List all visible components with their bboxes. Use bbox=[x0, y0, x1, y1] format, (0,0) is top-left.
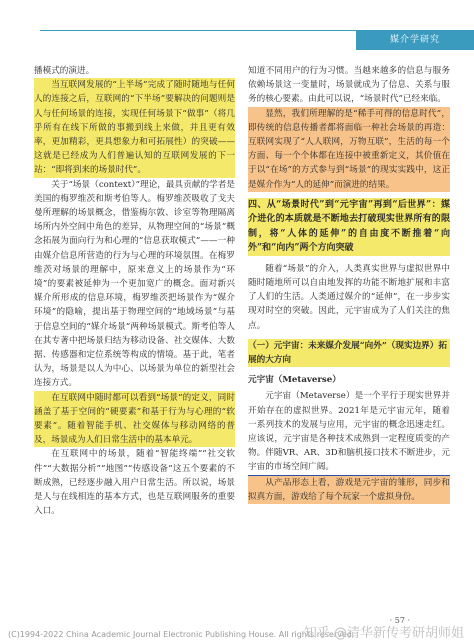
paragraph: 播模式的演进。 bbox=[34, 66, 95, 76]
journal-section-banner: 媒介学研究 bbox=[356, 30, 474, 50]
paragraph-underlined: 元宇宙（Metaverse）是一个平行于现实世界并开始存在的虚拟世界。2021年是元宇宙元年，随着一系列技术的发展与应用，元宇宙的概念迅速走红。应该说，元宇宙是各种技术成熟到一定程度质变的产物。伴随VR、AR、3D和脑机接口技术不断进步，元宇宙的市场空间广阔。 bbox=[248, 389, 450, 475]
paragraph: 知道不同用户的行为习惯。当越来越多的信息与服务依赖场景这一变量时，场景就成为了信息、关系与服务的核心要素。由此可以说，“场景时代”已经来临。 bbox=[248, 66, 450, 105]
section-heading: 四、从“场景时代”到“元宇宙”再到“后世界”：媒介进化的本质就是不断地去打破现实世界所有的限制，将“人体的延伸”的自由度不断推着“向外”和“向内”两个方向突破 bbox=[248, 198, 450, 256]
paragraph-highlighted: 显然，我们所理解的是“稀手可得的信息时代”，即传统的信息传播者都将面临一种社会场景的再造：互联网实现了“人人联网，万物互联”，生活的每一个方面、每一个个体都在连接中被重新定义，其价值在于以“在场”的方式参与到“场景”的现实实践中，这正是媒介作为“人的延伸”而演进的结果。 bbox=[248, 107, 450, 192]
paragraph: 随着“场景”的介入，人类真实世界与虚拟世界中随时随地所可以自由地发挥的功能不断地扩展和丰富了人们的生活。人类通过媒介的“延伸”，在一步步实现对时空的突破。因此，元宇宙成为了人们关注的焦点。 bbox=[248, 263, 450, 331]
left-column bbox=[34, 64, 235, 519]
watermark-text: 知乎 @清华新传考研胡师姐 bbox=[303, 626, 464, 641]
paragraph-highlighted: 从产品形态上看，游戏是元宇宙的雏形，同步和拟真方面，游戏给了每个玩家一个虚拟身份。 bbox=[248, 476, 450, 504]
paragraph: 关于“场景（context）”理论，最具贡献的学者是美国的梅罗维茨和斯考伯等人。梅罗维茨吸收了戈夫曼所理解的场景概念，借鉴梅尔敦、诊室等物理隔离场所内外空间中角色的差异，从物理空间的“场景”概念拓展为面向行为和心理的“信息获取模式”——一种由媒介信息所营造的行为与心理的环境氛围。在梅罗维茨对场景的理解中，原来意义上的场景作为“环境”的要素被延伸为一个更加宽广的概念。面对新兴媒介所形成的信息环境，梅罗维茨把场景作为“媒介环境”的隐喻，提出基于物理空间的“地域场景”与基于信息空间的“媒介场景”两种场景模式。斯考伯等人在其专著中把场景归结为移动设备、社交媒体、大数据、传感器和定位系统等构成的情境。基于此，笔者认为，场景是以人为中心、以场景为单位的新型社会连接方式。 bbox=[34, 179, 235, 389]
subsection-heading: （一）元宇宙：未来媒介发展“向外”（现实边界）拓展的大方向 bbox=[248, 339, 450, 367]
paragraph-highlighted: 在互联网中随时都可以看到“场景”的定义，同时涵盖了基于空间的“硬要素”和基于行为与心理的“软要素”。随着智能手机、社交媒体与移动网络的普及，场景成为人们日常生活中的基本单元。 bbox=[34, 391, 235, 448]
right-column bbox=[248, 64, 450, 504]
metaverse-heading: 元宇宙（Metaverse） bbox=[248, 375, 341, 386]
paragraph-highlighted: 当互联网发展的“上半场”完成了随时随地与任何人的连接之后，互联网的“下半场”要解决的问题则是人与任何场景的连接，实现任何场景下“做事”（将几乎所有在线下所做的事搬到线上来做，并且更有效率，更加精彩，更具想象力和可拓展性）的突破——这就是已经成为人们普遍认知的互联网发展的下一站：“即将到来的场景时代”。 bbox=[34, 78, 235, 177]
page-number: · 57 · bbox=[389, 616, 410, 625]
paragraph: 在互联网中的场景，随着“智能终端”“社交软件”“大数据分析”“地图”“传感设备”这五个要素的不断成熟，已经逐步融入用户日常生活。所以说，场景是人与在线相连的基本方式，也是互联网服务的重要入口。 bbox=[34, 449, 235, 517]
header-rule bbox=[40, 30, 356, 31]
copyright-footer: (C)1994-2022 China Academic Journal Electronic Publishing House. All rights reserved. bbox=[8, 630, 355, 639]
